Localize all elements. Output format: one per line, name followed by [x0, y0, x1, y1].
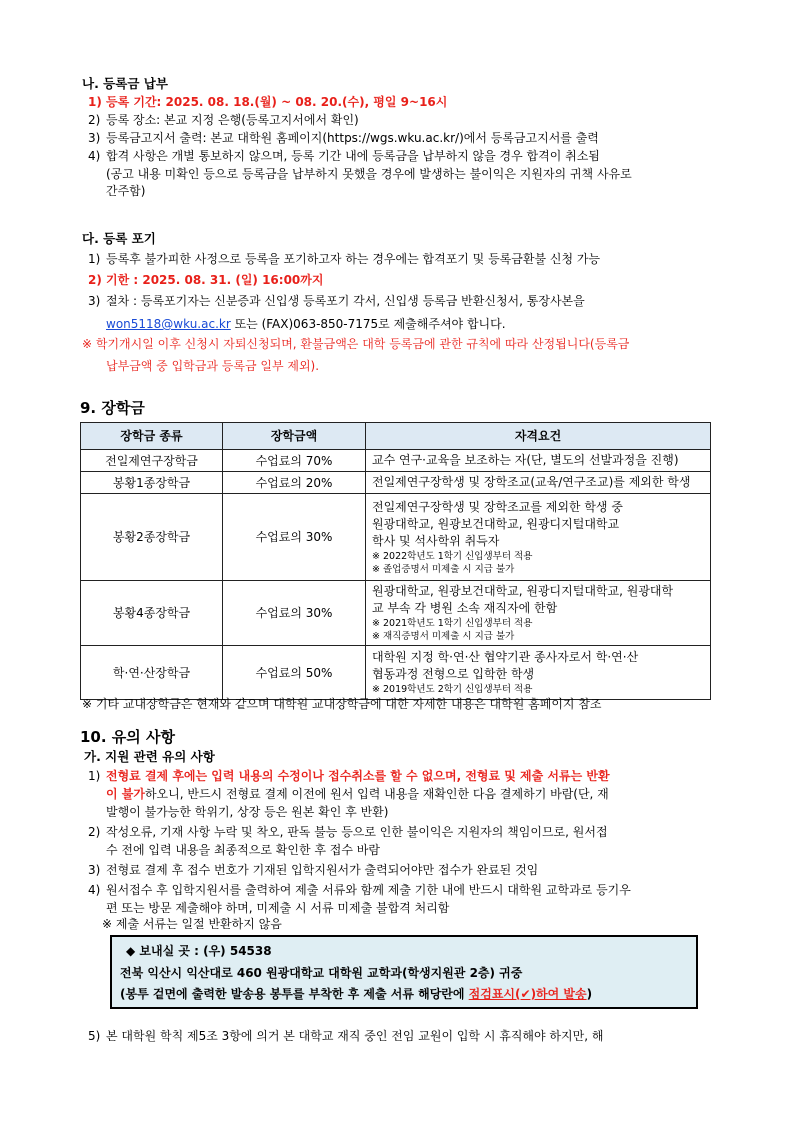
email-link[interactable]: won5118@wku.ac.kr [106, 317, 231, 331]
mailing-address-box [110, 935, 698, 1009]
reg-item-3: 3) 등록금고지서 출력: 본교 대학원 홈페이지(https://wgs.wku.ac.kr/)에서 등록금고지서를 출력 [88, 131, 599, 145]
giveup-item-3-cont: won5118@wku.ac.kr 또는 (FAX)063-850-7175로 제출해주셔야 합니다. [106, 317, 506, 331]
table-header-row [81, 423, 711, 450]
caution-item-5: 5) 본 대학원 학칙 제5조 3항에 의거 본 대학교 재직 중인 전임 교원이 입학 시 휴직해야 하지만, 해 [88, 1029, 604, 1043]
table-row: 봉황2종장학금 수업료의 30% 전일제연구장학생 및 장학조교를 제외한 학생 중 원광대학교, 원광보건대학교, 원광디지털대학교 학사 및 석사학위 취득자 ※ 2022학년도 1학기 신입생부터 적용 ※ 졸업증명서 미제출 시 지급 불가 [81, 494, 711, 581]
caution-item-2-line-2: 수 전에 입력 내용을 최종적으로 확인한 후 접수 바람 [106, 843, 380, 857]
section-registration-title: 나. 등록금 납부 [82, 76, 168, 91]
table-row: 봉황4종장학금 수업료의 30% 원광대학교, 원광보건대학교, 원광디지털대학교, 원광대학 교 부속 각 병원 소속 재직자에 한함 ※ 2021학년도 1학기 신입생부터 적용 ※ 재직증명서 미제출 시 지급 불가 [81, 581, 711, 646]
section-caution-title: 10. 유의 사항 [80, 728, 175, 746]
reg-item-4: 4) 합격 사항은 개별 통보하지 않으며, 등록 기간 내에 등록금을 납부하지 않을 경우 합격이 취소됨 [88, 149, 600, 163]
caution-item-4-note: ※ 제출 서류는 일절 반환하지 않음 [102, 917, 282, 931]
scholarship-footnote: ※ 기타 교내장학금은 현재와 같으며 대학원 교내장학금에 대한 자세한 내용은 대학원 홈페이지 참조 [82, 697, 602, 711]
envelope-instruction: (봉투 겉면에 출력한 발송용 봉투를 부착한 후 제출 서류 해당란에 점검표시(✔)하여 발송) [120, 987, 593, 1001]
caution-item-1-line-1: 1) 전형료 결제 후에는 입력 내용의 수정이나 접수취소를 할 수 없으며, 전형료 및 제출 서류는 반환 [88, 769, 610, 783]
header-type: 장학금 종류 [81, 423, 223, 450]
caution-subtitle: 가. 지원 관련 유의 사항 [84, 749, 215, 764]
header-requirements: 자격요건 [366, 423, 711, 450]
address-heading: ◆ 보내실 곳 : (우) 54538 [126, 944, 272, 958]
caution-item-4-line-2: 편 또는 방문 제출해야 하며, 미제출 시 서류 미제출 불합격 처리함 [106, 901, 450, 915]
caution-item-4-line-1: 4) 원서접수 후 입학지원서를 출력하여 제출 서류와 함께 제출 기한 내에 반드시 대학원 교학과로 등기우 [88, 883, 631, 897]
table-row: 학·연·산장학금 수업료의 50% 대학원 지정 학·연·산 협약기관 종사자로서 학·연·산 협동과정 전형으로 입학한 학생 ※ 2019학년도 2학기 신입생부터 적용 [81, 646, 711, 700]
caution-item-1-line-2: 이 불가하오니, 반드시 전형료 결제 이전에 원서 입력 내용을 재확인한 다음 결제하기 바람(단, 재 [106, 787, 609, 801]
reg-item-4-note-1: (공고 내용 미확인 등으로 등록금을 납부하지 못했을 경우에 발생하는 불이익은 지원자의 귀책 사유로 [106, 167, 632, 181]
giveup-item-3: 3) 절차 : 등록포기자는 신분증과 신입생 등록포기 각서, 신입생 등록금 반환신청서, 통장사본을 [88, 294, 585, 308]
reg-item-2: 2) 등록 장소: 본교 지정 은행(등록고지서에서 확인) [88, 113, 359, 127]
giveup-warning-2: 납부금액 중 입학금과 등록금 일부 제외). [106, 359, 320, 373]
section-giveup-title: 다. 등록 포기 [82, 231, 156, 246]
section-scholarship-title: 9. 장학금 [80, 399, 145, 417]
caution-item-3: 3) 전형료 결제 후 접수 번호가 기재된 입학지원서가 출력되어야만 접수가 완료된 것임 [88, 863, 539, 877]
caution-item-1-line-3: 발행이 불가능한 학위기, 상장 등은 원본 확인 후 반환) [106, 805, 389, 819]
header-amount: 장학금액 [223, 423, 366, 450]
giveup-item-1: 1) 등록후 불가피한 사정으로 등록을 포기하고자 하는 경우에는 합격포기 및 등록금환불 신청 가능 [88, 252, 601, 266]
giveup-item-2-deadline: 2) 기한 : 2025. 08. 31. (일) 16:00까지 [88, 273, 324, 287]
table-row: 전일제연구장학금 수업료의 70% 교수 연구·교육을 보조하는 자(단, 별도의 선발과정을 진행) [81, 450, 711, 472]
address-line: 전북 익산시 익산대로 460 원광대학교 대학원 교학과(학생지원관 2층) 귀중 [120, 966, 523, 980]
table-row: 봉황1종장학금 수업료의 20% 전일제연구장학생 및 장학조교(교육/연구조교)를 제외한 학생 [81, 472, 711, 494]
giveup-warning-1: ※ 학기개시일 이후 신청시 자퇴신청되며, 환불금액은 대학 등록금에 관한 규칙에 따라 산정됩니다(등록금 [82, 337, 630, 351]
caution-item-2-line-1: 2) 작성오류, 기재 사항 누락 및 착오, 판독 불능 등으로 인한 불이익은 지원자의 책임이므로, 원서접 [88, 825, 608, 839]
reg-item-4-note-2: 간주함) [106, 184, 146, 198]
reg-item-1: 1) 등록 기간: 2025. 08. 18.(월) ~ 08. 20.(수), 평일 9~16시 [88, 95, 448, 109]
scholarship-table [80, 422, 711, 700]
